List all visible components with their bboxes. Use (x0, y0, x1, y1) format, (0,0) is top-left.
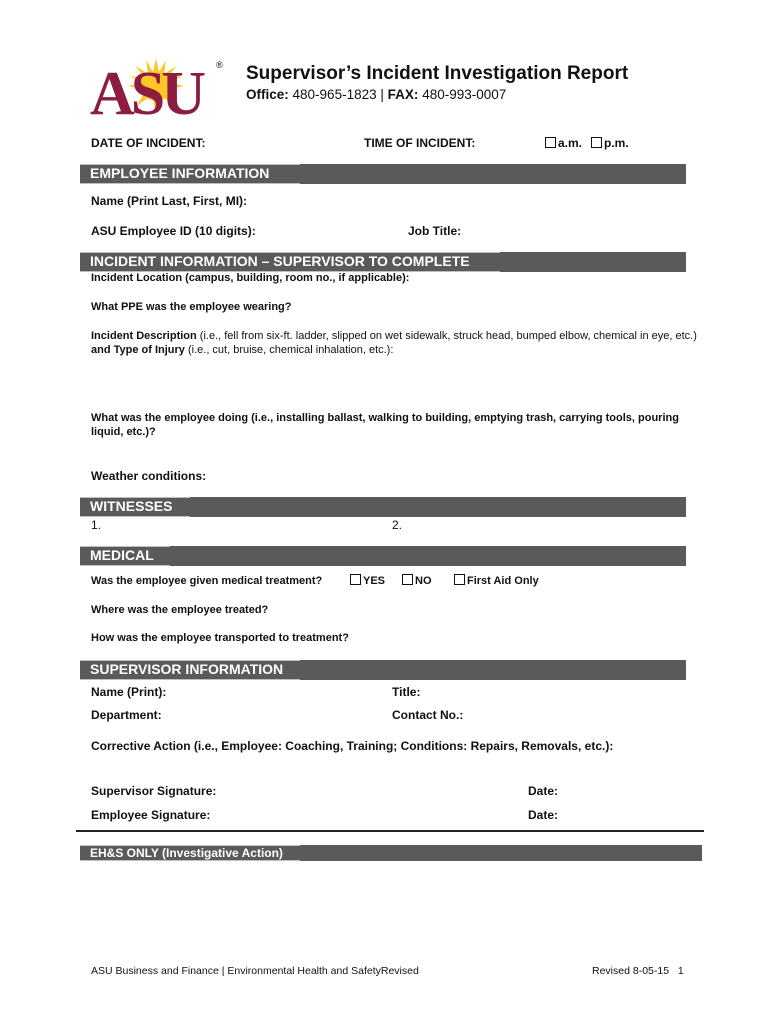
employee-date-label: Date: (528, 808, 559, 822)
time-of-incident-label: TIME OF INCIDENT: (364, 136, 476, 150)
witness-2-label: 2. (392, 518, 403, 532)
asu-logo (88, 56, 228, 122)
supervisor-title-label: Title: (392, 685, 421, 699)
pm-checkbox[interactable] (591, 137, 602, 148)
witness-1-label: 1. (91, 518, 102, 532)
employee-activity-label: What was the employee doing (i.e., installing ballast, walking to building, emptying trash, carrying tools, pouring liquid, etc.)? (91, 412, 679, 438)
weather-label: Weather conditions: (91, 469, 207, 483)
employee-signature-label: Employee Signature: (91, 808, 211, 822)
pm-label: p.m. (604, 136, 629, 150)
witnesses-header: WITNESSES (80, 497, 686, 517)
supervisor-information-header: SUPERVISOR INFORMATION (80, 660, 686, 680)
no-checkbox[interactable] (402, 574, 413, 585)
contact-number-label: Contact No.: (392, 708, 464, 722)
employee-id-label: ASU Employee ID (10 digits): (91, 224, 256, 238)
pm-option[interactable] (591, 136, 629, 150)
page-number: 1 (677, 965, 684, 977)
corrective-action-label: Corrective Action (i.e., Employee: Coaching, Training; Conditions: Repairs, Removals, etc.): (91, 739, 614, 753)
department-label: Department: (91, 708, 162, 722)
footer-revised: Revised 8-05-15 1 (592, 965, 684, 977)
am-label: a.m. (558, 136, 583, 150)
first-aid-option[interactable]: First Aid Only (454, 574, 539, 587)
transport-question: How was the employee transported to treatment? (91, 632, 349, 644)
fax-number: 480-993-0007 (422, 87, 507, 102)
incident-information-header: INCIDENT INFORMATION – SUPERVISOR TO COMPLETE (80, 252, 686, 272)
job-title-label: Job Title: (408, 224, 462, 238)
asu-sunburst-logo-icon (88, 56, 228, 122)
supervisor-name-label: Name (Print): (91, 685, 167, 699)
separator: | (380, 87, 384, 102)
incident-location-label: Incident Location (campus, building, room no., if applicable): (91, 272, 410, 284)
am-option[interactable] (545, 136, 582, 150)
office-label: Office: (246, 87, 289, 102)
employee-information-header: EMPLOYEE INFORMATION (80, 164, 686, 184)
page-title: Supervisor’s Incident Investigation Report (246, 63, 629, 84)
fax-label: FAX: (387, 87, 419, 102)
incident-description-label: Incident Description (i.e., fell from six-ft. ladder, slipped on wet sidewalk, struck head, bumped elbow, chemical in eye, etc.) and Type of Injury (i.e., cut, bruise, chemical inhalation, etc.): (91, 330, 697, 356)
supervisor-signature-label: Supervisor Signature: (91, 784, 217, 798)
employee-name-label: Name (Print Last, First, MI): (91, 194, 248, 208)
yes-checkbox[interactable] (350, 574, 361, 585)
ppe-label: What PPE was the employee wearing? (91, 301, 292, 313)
no-option[interactable]: NO (402, 574, 432, 587)
treatment-question: Was the employee given medical treatment? (91, 575, 323, 587)
am-checkbox[interactable] (545, 137, 556, 148)
section-divider (76, 830, 704, 832)
svg-text:ASU: ASU (90, 60, 203, 122)
medical-header: MEDICAL (80, 546, 686, 566)
where-treated-question: Where was the employee treated? (91, 604, 269, 616)
footer-left: ASU Business and Finance | Environmental Health and SafetyRevised (91, 965, 419, 977)
registered-mark: ® (216, 60, 223, 70)
ehs-only-header: EH&S ONLY (Investigative Action) (80, 845, 702, 861)
yes-option[interactable]: YES (350, 574, 385, 587)
date-of-incident-label: DATE OF INCIDENT: (91, 136, 206, 150)
first-aid-checkbox[interactable] (454, 574, 465, 585)
contact-line (246, 87, 506, 102)
office-number: 480-965-1823 (292, 87, 377, 102)
supervisor-date-label: Date: (528, 784, 559, 798)
